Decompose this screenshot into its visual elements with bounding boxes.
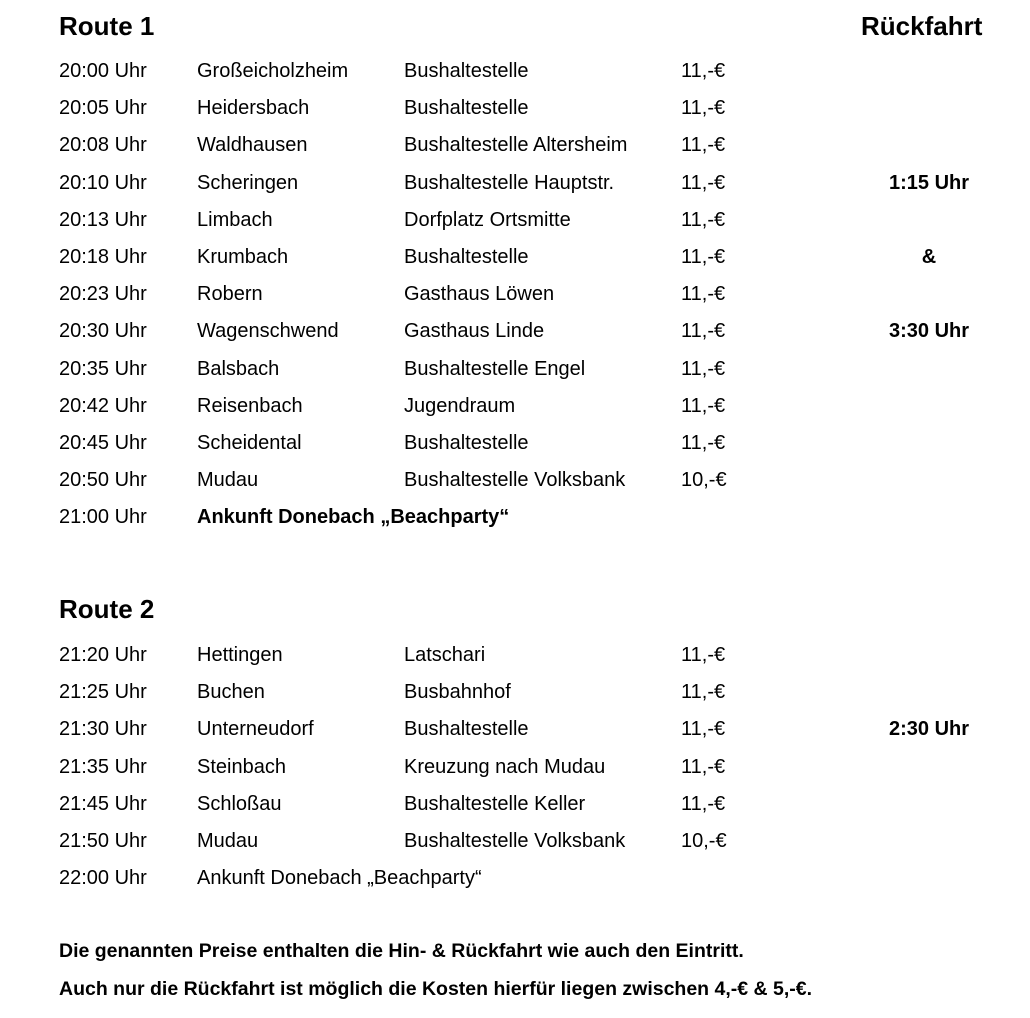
town: Waldhausen [197,134,308,157]
bus-stop: Bushaltestelle [404,60,529,82]
town: Steinbach [197,755,286,778]
arrival-time: 21:00 Uhr [59,506,147,529]
departure-time: 20:05 Uhr [59,97,147,120]
departure-time: 20:23 Uhr [59,283,147,306]
town: Reisenbach [197,394,303,417]
price: 11,-€ [681,171,726,194]
schedule-row [59,462,989,499]
town: Unterneudorf [197,718,314,741]
return-trip-header: Rückfahrt [861,11,983,41]
price: 11,-€ [681,755,726,778]
price: 11,-€ [681,320,726,343]
price: 11,-€ [681,394,726,417]
schedule-row [59,823,989,860]
bus-stop: Bushaltestelle [404,245,529,268]
town: Buchen [197,681,265,704]
price: 11,-€ [681,431,726,454]
schedule-row [59,388,989,425]
return-time: 2:30 Uhr [888,718,970,741]
schedule-row [59,90,989,127]
arrival-row [59,860,989,897]
bus-stop: Busbahnhof [404,681,511,704]
schedule-row [59,313,989,350]
price: 11,-€ [681,208,726,231]
return-time: & [921,245,937,268]
route-1-title: Route 1 [59,11,155,41]
schedule-row [59,711,989,748]
arrival-row [59,499,989,536]
town: Mudau [197,829,259,852]
route-1-schedule [59,53,989,536]
bus-stop: Bushaltestelle Altersheim [404,134,628,157]
price: 11,-€ [681,283,726,306]
schedule-row [59,425,989,462]
bus-stop: Jugendraum [404,394,516,417]
arrival-text: Ankunft Donebach „Beachparty“ [197,506,510,529]
bus-stop: Bushaltestelle [404,431,529,454]
bus-stop: Bushaltestelle [404,97,529,120]
route-2-schedule [59,637,989,897]
price: 11,-€ [681,245,726,268]
town: Krumbach [197,245,289,268]
departure-time: 21:30 Uhr [59,718,147,741]
schedule-row [59,127,989,164]
price: 11,-€ [681,644,726,666]
schedule-row [59,351,989,388]
price: 11,-€ [681,97,726,120]
bus-stop: Gasthaus Löwen [404,283,555,306]
bus-stop: Kreuzung nach Mudau [404,755,606,778]
departure-time: 21:35 Uhr [59,755,147,778]
town: Scheringen [197,171,299,194]
departure-time: 20:42 Uhr [59,394,147,417]
departure-time: 21:45 Uhr [59,792,147,815]
price-note: Die genannten Preise enthalten die Hin- & Rückfahrt wie auch den Eintritt. [59,939,744,962]
town: Heidersbach [197,97,310,120]
town: Wagenschwend [197,320,339,343]
town: Robern [197,283,263,306]
bus-stop: Bushaltestelle Volksbank [404,829,626,852]
arrival-time: 22:00 Uhr [59,867,147,890]
town: Limbach [197,208,273,231]
bus-stop: Latschari [404,644,486,666]
departure-time: 20:08 Uhr [59,134,147,157]
departure-time: 21:50 Uhr [59,829,147,852]
town: Scheidental [197,431,302,454]
price: 11,-€ [681,792,726,815]
price: 11,-€ [681,681,726,704]
price: 10,-€ [681,469,727,492]
departure-time: 21:25 Uhr [59,681,147,704]
return-time: 1:15 Uhr [888,171,970,194]
schedule-row [59,637,989,674]
departure-time: 20:30 Uhr [59,320,147,343]
departure-time: 20:50 Uhr [59,469,147,492]
schedule-row [59,239,989,276]
schedule-row [59,749,989,786]
schedule-row [59,674,989,711]
schedule-row [59,165,989,202]
return-time: 3:30 Uhr [888,320,970,343]
price: 11,-€ [681,718,726,741]
town: Hettingen [197,644,283,666]
bus-stop: Bushaltestelle [404,718,529,741]
departure-time: 21:20 Uhr [59,644,147,666]
departure-time: 20:13 Uhr [59,208,147,231]
arrival-text: Ankunft Donebach „Beachparty“ [197,867,482,890]
return-only-note: Auch nur die Rückfahrt ist möglich die Kosten hierfür liegen zwischen 4,-€ & 5,-€. [59,977,813,1000]
departure-time: 20:35 Uhr [59,357,147,380]
bus-stop: Bushaltestelle Volksbank [404,469,626,492]
town: Balsbach [197,357,280,380]
bus-stop: Dorfplatz Ortsmitte [404,208,571,231]
town: Schloßau [197,792,282,815]
price: 10,-€ [681,829,727,852]
price: 11,-€ [681,134,726,157]
schedule-row [59,53,989,90]
schedule-row [59,786,989,823]
departure-time: 20:00 Uhr [59,60,147,82]
bus-stop: Bushaltestelle Hauptstr. [404,171,615,194]
bus-stop: Gasthaus Linde [404,320,545,343]
schedule-row [59,202,989,239]
departure-time: 20:10 Uhr [59,171,147,194]
departure-time: 20:18 Uhr [59,245,147,268]
departure-time: 20:45 Uhr [59,431,147,454]
bus-stop: Bushaltestelle Engel [404,357,586,380]
price: 11,-€ [681,60,726,82]
schedule-row [59,276,989,313]
town: Mudau [197,469,259,492]
price: 11,-€ [681,357,726,380]
route-2-title: Route 2 [59,594,155,624]
town: Großeicholzheim [197,60,349,82]
bus-stop: Bushaltestelle Keller [404,792,586,815]
